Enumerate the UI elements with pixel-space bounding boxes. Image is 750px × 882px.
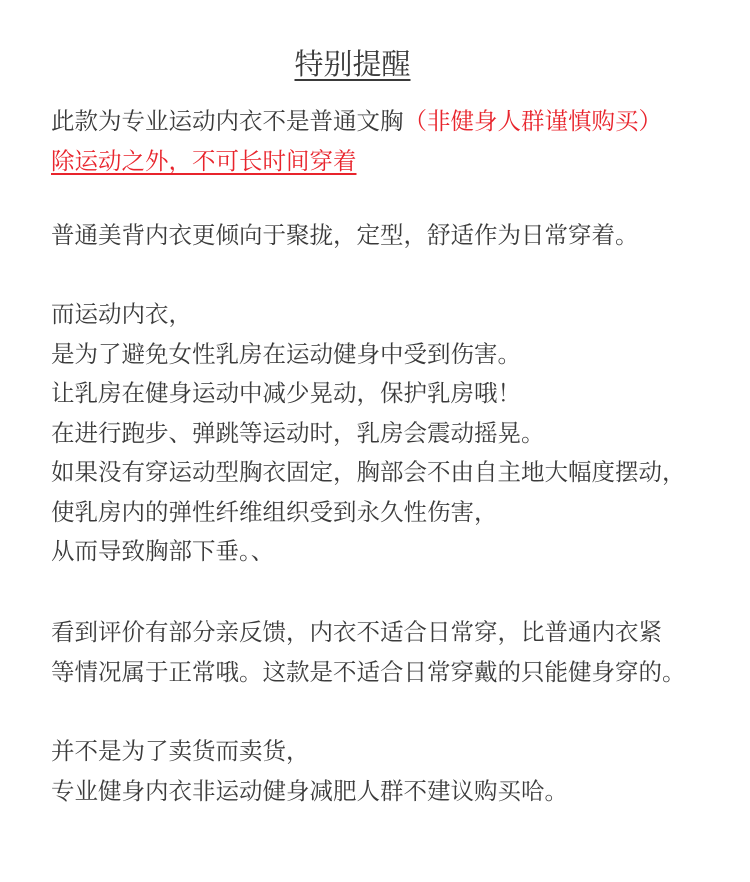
- paragraph-1: 普通美背内衣更倾向于聚拢，定型，舒适作为日常穿着。: [51, 221, 639, 249]
- paragraph-2-line: 是为了避免女性乳房在运动健身中受到伤害。: [51, 340, 521, 368]
- paragraph-2-line: 在进行跑步、弹跳等运动时，乳房会震动摇晃。: [51, 419, 545, 447]
- page-title: 特别提醒: [294, 47, 411, 81]
- warning-line-2: 除运动之外，不可长时间穿着: [51, 147, 357, 175]
- paragraph-4-line: 并不是为了卖货而卖货，: [51, 737, 310, 765]
- paragraph-3-line: 看到评价有部分亲反馈，内衣不适合日常穿，比普通内衣紧: [51, 618, 662, 646]
- paragraph-2-line: 如果没有穿运动型胸衣固定，胸部会不由自主地大幅度摆动，: [51, 458, 686, 486]
- paragraph-2-line: 使乳房内的弹性纤维组织受到永久性伤害，: [51, 498, 498, 526]
- paragraph-2-line: 让乳房在健身运动中减少晃动，保护乳房哦！: [51, 379, 521, 407]
- paragraph-2-line: 而运动内衣，: [51, 300, 192, 328]
- paragraph-4-line: 专业健身内衣非运动健身减肥人群不建议购买哈。: [51, 777, 568, 805]
- warning-red-text: （非健身人群谨慎购买）: [403, 107, 662, 135]
- paragraph-2-line: 从而导致胸部下垂。、: [51, 537, 275, 565]
- warning-main-text: 此款为专业运动内衣不是普通文胸: [51, 107, 404, 135]
- paragraph-3-line: 等情况属于正常哦。这款是不适合日常穿戴的只能健身穿的。: [51, 658, 686, 686]
- warning-line-1: [51, 104, 662, 138]
